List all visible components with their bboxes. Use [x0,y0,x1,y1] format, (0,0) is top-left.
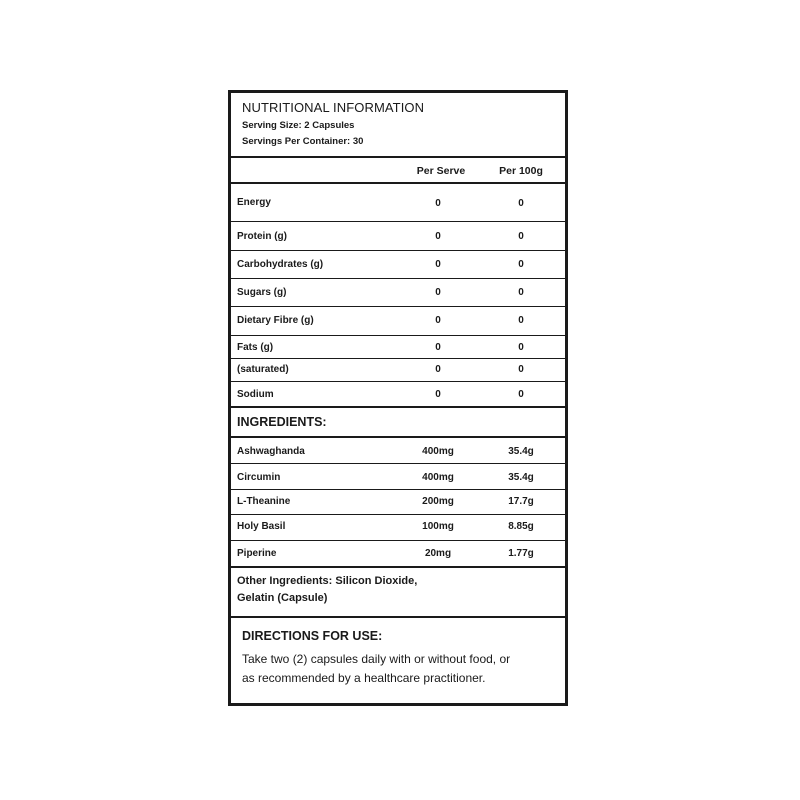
per-serve-value: 0 [435,231,441,242]
nutrition-row [231,184,565,222]
col-per-100g: Per 100g [499,165,543,177]
ingredient-per-100g: 35.4g [508,472,534,483]
nutrient-label: Sugars (g) [237,287,287,298]
ingredient-row [231,490,565,515]
ingredient-per-100g: 8.85g [508,521,534,532]
ingredient-per-100g: 35.4g [508,446,534,457]
col-per-serve: Per Serve [416,165,466,177]
other-ingredients-line2: Gelatin (Capsule) [237,592,328,604]
per-100g-value: 0 [518,342,524,353]
per-serve-value: 0 [435,364,441,375]
ingredient-row [231,464,565,490]
per-serve-value: 0 [435,198,441,209]
nutrition-row [231,307,565,336]
directions-line2: as recommended by a healthcare practitioner. [242,671,486,685]
other-ingredients [231,568,565,618]
ingredient-row [231,541,565,568]
per-100g-value: 0 [518,198,524,209]
per-serve-value: 0 [435,259,441,270]
directions-section [231,618,565,703]
ingredient-per-100g: 1.77g [508,548,534,559]
ingredient-per-serve: 100mg [422,521,454,532]
panel-title: NUTRITIONAL INFORMATION [242,100,425,115]
per-100g-value: 0 [518,364,524,375]
per-serve-value: 0 [435,315,441,326]
serving-size: Serving Size: 2 Capsules [242,120,355,131]
other-ingredients-line1: Other Ingredients: Silicon Dioxide, [237,575,418,587]
nutrition-panel [228,90,568,706]
per-100g-value: 0 [518,315,524,326]
nutrient-label: (saturated) [237,364,289,375]
nutrition-row [231,336,565,359]
ingredient-row [231,515,565,541]
nutrition-row [231,382,565,408]
per-100g-value: 0 [518,259,524,270]
per-100g-value: 0 [518,389,524,400]
ingredient-per-100g: 17.7g [508,496,534,507]
ingredient-label: L-Theanine [237,496,291,507]
ingredient-label: Holy Basil [237,521,286,532]
ingredient-per-serve: 200mg [422,496,454,507]
per-100g-value: 0 [518,287,524,298]
ingredient-label: Ashwaghanda [237,446,305,457]
ingredient-row [231,438,565,464]
nutrient-label: Fats (g) [237,342,274,353]
nutrient-label: Carbohydrates (g) [237,259,324,270]
nutrient-label: Sodium [237,389,274,400]
nutrition-row [231,359,565,382]
per-serve-value: 0 [435,287,441,298]
ingredient-label: Piperine [237,548,277,559]
ingredient-per-serve: 400mg [422,446,454,457]
ingredients-heading: INGREDIENTS: [237,415,327,429]
per-serve-value: 0 [435,342,441,353]
per-serve-value: 0 [435,389,441,400]
ingredients-heading-row [231,408,565,438]
servings-per-container: Servings Per Container: 30 [242,136,364,147]
ingredient-per-serve: 20mg [424,548,452,559]
ingredient-per-serve: 400mg [422,472,454,483]
nutrition-row [231,279,565,307]
directions-line1: Take two (2) capsules daily with or without food, or [242,652,511,666]
nutrient-label: Dietary Fibre (g) [237,315,314,326]
column-header-row [231,158,565,184]
nutrient-label: Energy [237,197,271,208]
nutrient-label: Protein (g) [237,231,287,242]
nutrition-row [231,222,565,251]
per-100g-value: 0 [518,231,524,242]
panel-header [231,93,565,158]
directions-heading: DIRECTIONS FOR USE: [242,629,383,643]
nutrition-row [231,251,565,279]
ingredient-label: Circumin [237,472,281,483]
